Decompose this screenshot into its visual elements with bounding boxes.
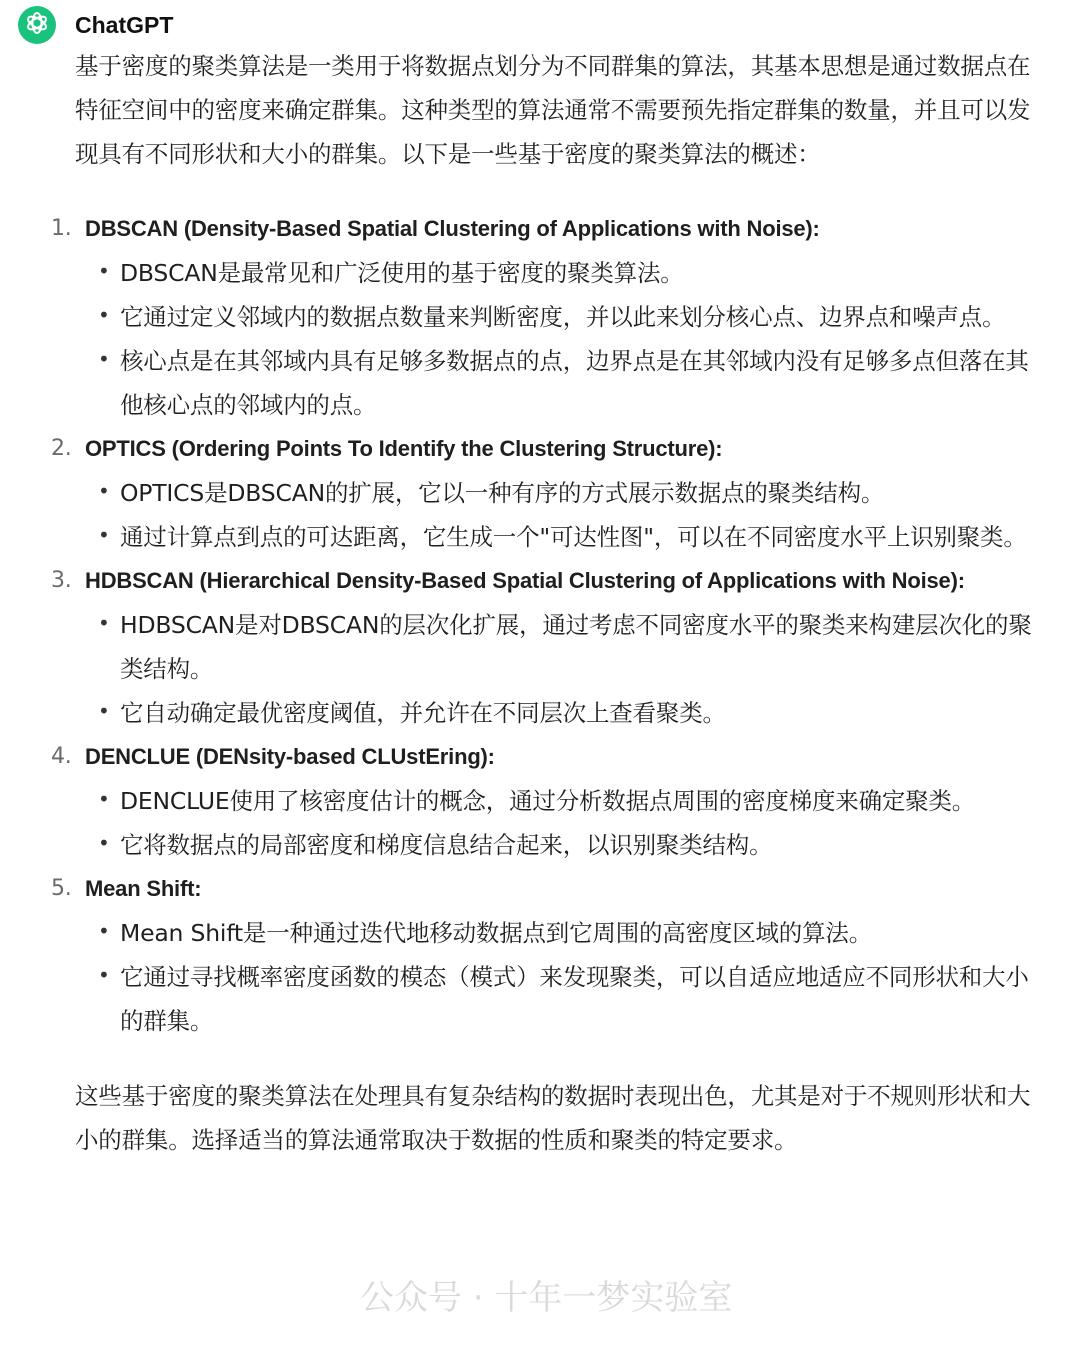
list-number: 5. [51,876,72,901]
bullet-icon: • [98,787,110,811]
bullet-text: 它通过定义邻域内的数据点数量来判断密度，并以此来划分核心点、边界点和噪声点。 [120,303,1006,331]
list-number: 3. [51,568,72,593]
bullet-text: DENCLUE使用了核密度估计的概念，通过分析数据点周围的密度梯度来确定聚类。 [120,787,976,815]
bullet-list [75,471,1055,559]
bullet-item [98,295,1035,339]
bullet-item [98,955,1035,1043]
bullet-text: DBSCAN是最常见和广泛使用的基于密度的聚类算法。 [120,259,684,287]
list-item [51,559,1055,735]
list-number: 4. [51,744,72,769]
message-body [51,44,1055,1162]
bullet-icon: • [98,699,110,723]
bullet-item [98,515,1035,559]
list-number: 2. [51,436,72,461]
bullet-item [98,339,1035,427]
bullet-text: OPTICS是DBSCAN的扩展，它以一种有序的方式展示数据点的聚类结构。 [120,479,885,507]
bullet-item [98,691,1035,735]
message-header [18,6,173,44]
bullet-text: 它通过寻找概率密度函数的模态（模式）来发现聚类，可以自适应地适应不同形状和大小的群集。 [120,963,1029,1035]
bullet-text: 核心点是在其邻域内具有足够多数据点的点，边界点是在其邻域内没有足够多点但落在其他核心点的邻域内的点。 [120,347,1029,419]
bullet-list [75,779,1055,867]
list-item [51,867,1055,1043]
bullet-list [75,251,1055,427]
bullet-icon: • [98,919,110,943]
list-item [51,735,1055,867]
bullet-list [75,911,1055,1043]
bullet-item [98,911,1035,955]
sender-name: ChatGPT [75,11,174,38]
list-item [51,207,1055,427]
bullet-text: Mean Shift是一种通过迭代地移动数据点到它周围的高密度区域的算法。 [120,919,873,947]
list-item [51,427,1055,559]
item-title: Mean Shift: [85,876,202,901]
bullet-text: 通过计算点到点的可达距离，它生成一个"可达性图"，可以在不同密度水平上识别聚类。 [120,523,1027,551]
bullet-icon: • [98,611,110,635]
bullet-icon: • [98,831,110,855]
bullet-icon: • [98,347,110,371]
item-title: DENCLUE (DENsity-based CLUstEring): [85,744,495,769]
outro-paragraph: 这些基于密度的聚类算法在处理具有复杂结构的数据时表现出色，尤其是对于不规则形状和大小的群集。选择适当的算法通常取决于数据的性质和聚类的特定要求。 [75,1082,1031,1154]
algorithm-list [51,207,1055,1043]
bullet-icon: • [98,259,110,283]
bullet-item [98,251,1035,295]
bullet-icon: • [98,963,110,987]
bullet-text: HDBSCAN是对DBSCAN的层次化扩展，通过考虑不同密度水平的聚类来构建层次化的聚类结构。 [120,611,1032,683]
bullet-list [75,603,1055,735]
bullet-icon: • [98,523,110,547]
bullet-item [98,823,1035,867]
watermark: 公众号 · 十年一梦实验室 [360,1278,733,1318]
intro-paragraph: 基于密度的聚类算法是一类用于将数据点划分为不同群集的算法，其基本思想是通过数据点在特征空间中的密度来确定群集。这种类型的算法通常不需要预先指定群集的数量，并且可以发现具有不同形状和大小的群集。以下是一些基于密度的聚类算法的概述： [75,52,1031,168]
item-title: DBSCAN (Density-Based Spatial Clustering of Applications with Noise): [85,216,820,241]
avatar [18,6,56,44]
list-number: 1. [51,216,72,241]
bullet-item [98,779,1035,823]
bullet-item [98,471,1035,515]
item-title: OPTICS (Ordering Points To Identify the Clustering Structure): [85,436,723,461]
bullet-icon: • [98,303,110,327]
bullet-icon: • [98,479,110,503]
item-title: HDBSCAN (Hierarchical Density-Based Spatial Clustering of Applications with Noise): [85,568,965,593]
bullet-item [98,603,1035,691]
bullet-text: 它自动确定最优密度阈值，并允许在不同层次上查看聚类。 [120,699,726,727]
openai-logo-icon [24,10,50,40]
bullet-text: 它将数据点的局部密度和梯度信息结合起来，以识别聚类结构。 [120,831,773,859]
